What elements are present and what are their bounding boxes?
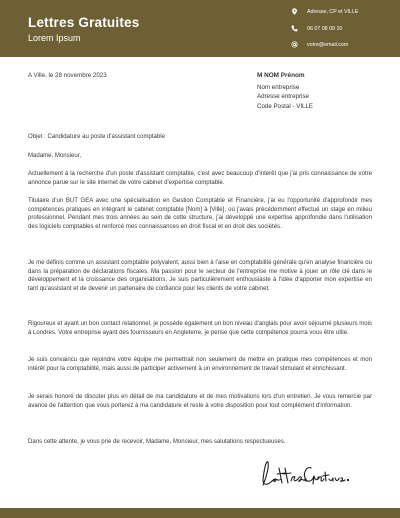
recipient-address: Adresse entreprise <box>257 93 309 100</box>
contact-address <box>291 8 358 15</box>
letter-paragraph: Je serais honoré de discuter plus en détail de ma candidature et de mes motivations lors d'un entretien. Je vous remercie par avance de l'attention que vous porterez à ma candidature et reste à votre disposition pour tout complément d'information. <box>28 394 372 409</box>
phone-icon <box>291 25 298 32</box>
contact-phone <box>291 25 342 32</box>
letterhead-banner <box>0 0 400 57</box>
recipient-block <box>257 71 313 111</box>
at-icon <box>291 41 298 48</box>
letter-greeting: Madame, Monsieur, <box>28 153 82 159</box>
contact-address-text: Adresse, CP et VILLE <box>307 8 359 15</box>
letter-closing: Dans cette attente, je vous prie de recevoir, Madame, Monsieur, mes salutations respectueuses. <box>28 439 286 445</box>
contact-email <box>291 41 348 48</box>
recipient-name: M NOM Prénom <box>257 72 305 79</box>
location-pin-icon <box>291 8 298 15</box>
letter-object: Objet : Candidature au poste d'assistant comptable <box>28 134 165 140</box>
letter-paragraph: Rigoureux et ayant un bon contact relationnel, je possède également un bon niveau d'anglais pour avoir séjourné plusieurs mois à Londres. Votre entreprise ayant des fournisseurs en Angleterre, je pense que cette compétence pourra vous être utile. <box>28 321 372 336</box>
letter-paragraph: Je suis convaincu que rejoindre votre équipe me permettrait non seulement de mettre en pratique mes compétences et mon intérêt pour la comptabilité, mais aussi de participer activement à un environnement de travail stimulant et enrichissant. <box>28 357 372 372</box>
sender-subtitle: Lorem Ipsum <box>28 33 81 43</box>
letter-paragraph: Je me définis comme un assistant comptable polyvalent, aussi bien à l'aise en comptabilité générale qu'en analyse financière ou dans la préparation de déclarations fiscales. Ma passion pour le secteur de l'entreprise me motive à jouer un rôle clé dans le développement et la croissance des organisations. Je suis particulièrement enthousiaste à l'idée d'apporter mon expertise en tant qu'assistant et de devenir un partenaire de confiance pour les clients de votre cabinet. <box>28 260 372 292</box>
letter-date: A Ville, le 28 novembre 2023 <box>28 72 107 79</box>
sender-name: Lettres Gratuites <box>28 15 140 30</box>
contact-email-text: votre@email.com <box>307 41 349 48</box>
contact-phone-text: 06 07 08 09 10 <box>307 25 343 32</box>
letter-paragraph: Titulaire d'un BUT GEA avec une spécialisation en Gestion Comptable et Financière, j'ai eu l'opportunité d'approfondir mes compétences pratiques en intégrant le cabinet comptable [Nom] à [Ville], où j'avais précédemment effectué un stage en milieu professionnel. Pendant mes trois années au sein de cette structure, j'ai développé une expertise approfondie dans l'utilisation des logiciels comptables et renforcé mes connaissances en droit fiscal et en droit des sociétés. <box>28 198 372 230</box>
footer-band <box>0 508 400 518</box>
letter-paragraph: Actuellement à la recherche d'un poste d'assistant comptable, c'est avec beaucoup d'intérêt que j'ai pris connaissance de votre annonce parue sur le site internet de votre cabinet d'expertise comptable. <box>28 171 372 186</box>
recipient-company: Nom entreprise <box>257 83 300 91</box>
recipient-postal: Code Postal - VILLE <box>257 102 314 110</box>
handwritten-signature <box>255 454 355 492</box>
